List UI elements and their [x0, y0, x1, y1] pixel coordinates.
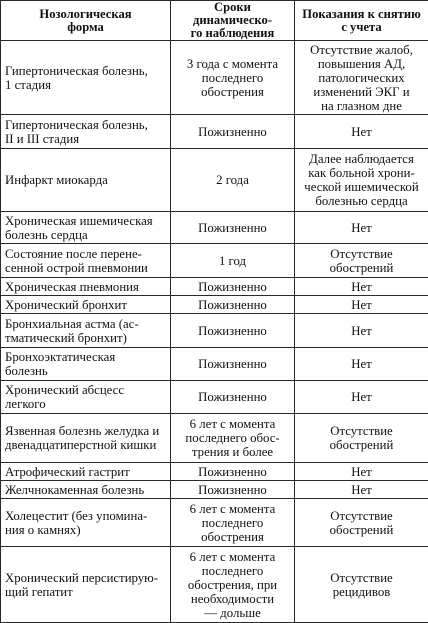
- disease-cell: Хронический абсцесс легкого: [1, 381, 171, 414]
- table-row: [1, 348, 428, 381]
- criteria-cell: Нет: [295, 296, 428, 314]
- duration-cell: Пожизненно: [171, 314, 295, 348]
- table-row: [1, 212, 428, 244]
- criteria-cell: Нет: [295, 463, 428, 481]
- table-row: [1, 381, 428, 414]
- duration-cell: Пожизненно: [171, 348, 295, 381]
- disease-cell: Хронический бронхит: [1, 296, 171, 314]
- table-row: [1, 278, 428, 296]
- duration-cell: Пожизненно: [171, 296, 295, 314]
- table-row: [1, 499, 428, 547]
- table-row: [1, 414, 428, 463]
- duration-cell: 6 лет с момента последнего обострения, при необходимости — дольше: [171, 547, 295, 623]
- disease-cell: Гипертоническая болезнь, 1 стадия: [1, 41, 171, 115]
- disease-cell: Гипертоническая болезнь, II и III стадия: [1, 115, 171, 149]
- disease-cell: Хроническая пневмония: [1, 278, 171, 296]
- table-row: [1, 244, 428, 278]
- disease-cell: Желчнокаменная болезнь: [1, 481, 171, 499]
- duration-cell: Пожизненно: [171, 481, 295, 499]
- table-row: [1, 149, 428, 212]
- disease-cell: Хронический персистирую- щий гепатит: [1, 547, 171, 623]
- disease-cell: Язвенная болезнь желудка и двенадцатиперстной кишки: [1, 414, 171, 463]
- disease-cell: Бронхоэктатическая болезнь: [1, 348, 171, 381]
- duration-cell: 1 год: [171, 244, 295, 278]
- header-row: [1, 1, 428, 41]
- criteria-cell: Далее наблюдается как больной хрони- ческой ишемической болезнью сердца: [295, 149, 428, 212]
- duration-cell: Пожизненно: [171, 212, 295, 244]
- table-row: [1, 547, 428, 623]
- duration-cell: Пожизненно: [171, 381, 295, 414]
- disease-cell: Холецестит (без упомина- ния о камнях): [1, 499, 171, 547]
- criteria-cell: Нет: [295, 481, 428, 499]
- disease-cell: Атрофический гастрит: [1, 463, 171, 481]
- criteria-cell: Нет: [295, 115, 428, 149]
- criteria-cell: Нет: [295, 314, 428, 348]
- criteria-cell: Нет: [295, 381, 428, 414]
- header-criteria: Показания к снятию с учета: [295, 1, 428, 41]
- duration-cell: Пожизненно: [171, 278, 295, 296]
- table-row: [1, 296, 428, 314]
- duration-cell: 2 года: [171, 149, 295, 212]
- criteria-cell: Нет: [295, 212, 428, 244]
- disease-cell: Бронхиальная астма (ас- тматический бронхит): [1, 314, 171, 348]
- criteria-cell: Нет: [295, 278, 428, 296]
- table-row: [1, 41, 428, 115]
- criteria-cell: Отсутствие обострений: [295, 499, 428, 547]
- duration-cell: 3 года с момента последнего обострения: [171, 41, 295, 115]
- criteria-cell: Отсутствие обострений: [295, 244, 428, 278]
- header-disease: Нозологическая форма: [1, 1, 171, 41]
- criteria-cell: Отсутствие рецидивов: [295, 547, 428, 623]
- disease-cell: Инфаркт миокарда: [1, 149, 171, 212]
- criteria-cell: Нет: [295, 348, 428, 381]
- table-row: [1, 314, 428, 348]
- table-row: [1, 463, 428, 481]
- header-duration: Сроки динамическо- го наблюдения: [171, 1, 295, 41]
- duration-cell: Пожизненно: [171, 463, 295, 481]
- criteria-cell: Отсутствие жалоб, повышения АД, патологических изменений ЭКГ и на глазном дне: [295, 41, 428, 115]
- disease-cell: Хроническая ишемическая болезнь сердца: [1, 212, 171, 244]
- table-row: [1, 481, 428, 499]
- duration-cell: 6 лет с момента последнего обострения: [171, 499, 295, 547]
- disease-cell: Состояние после перене- сенной острой пневмонии: [1, 244, 171, 278]
- duration-cell: Пожизненно: [171, 115, 295, 149]
- table-row: [1, 115, 428, 149]
- duration-cell: 6 лет с момента последнего обос- трения и более: [171, 414, 295, 463]
- criteria-cell: Отсутствие обострений: [295, 414, 428, 463]
